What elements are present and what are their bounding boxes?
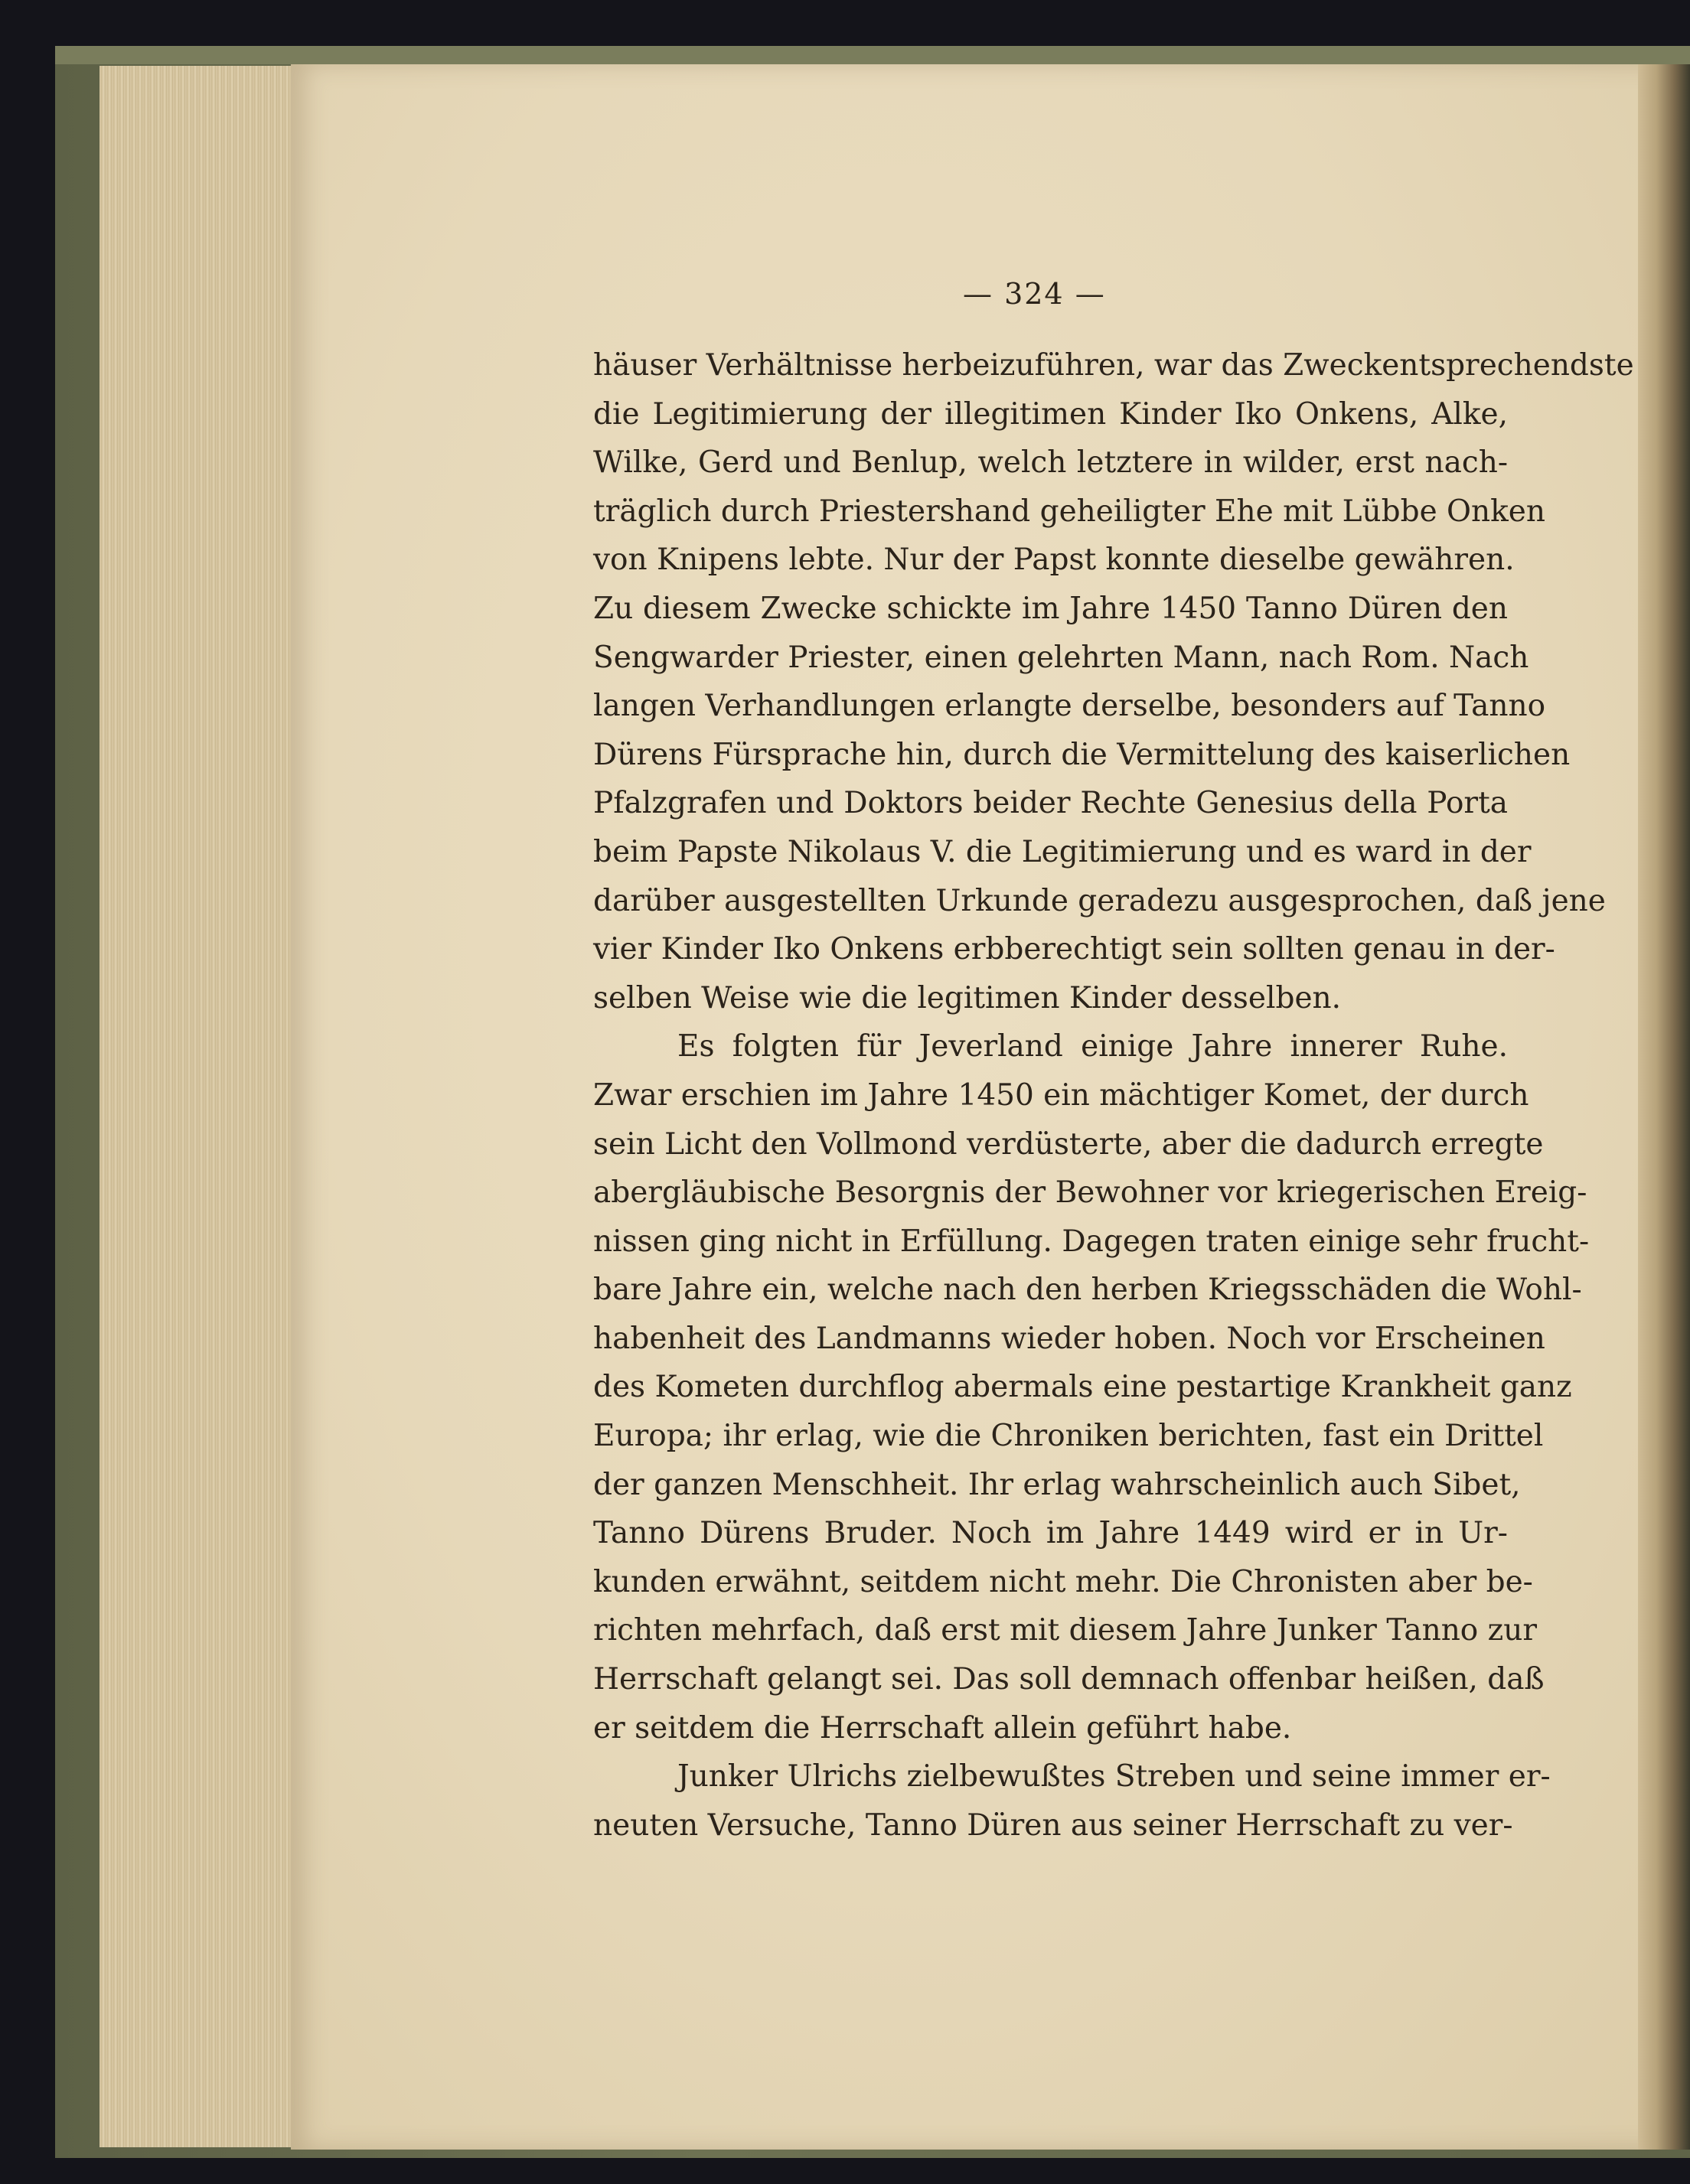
text-line: Pfalzgrafen und Doktors beider Rechte Genesius della Porta [593, 786, 1508, 821]
text-line: habenheit des Landmanns wieder hoben. Noch vor Erscheinen [593, 1321, 1545, 1356]
text-line: Es folgten für Jeverland einige Jahre innerer Ruhe. [677, 1029, 1508, 1064]
text-line: er seitdem die Herrschaft allein geführt habe. [593, 1710, 1292, 1746]
text-line: Junker Ulrichs zielbewußtes Streben und seine immer er- [677, 1759, 1551, 1794]
page-text [593, 341, 1634, 1850]
text-line: Europa; ihr erlag, wie die Chroniken berichten, fast ein Drittel [593, 1419, 1544, 1454]
text-line: sein Licht den Vollmond verdüsterte, aber die dadurch erregte [593, 1126, 1544, 1162]
text-line: kunden erwähnt, seitdem nicht mehr. Die Chronisten aber be- [593, 1564, 1533, 1599]
text-line: Zwar erschien im Jahre 1450 ein mächtiger Komet, der durch [593, 1077, 1529, 1113]
book-cover-top-edge [55, 46, 1690, 64]
text-line: selben Weise wie die legitimen Kinder desselben. [593, 980, 1342, 1015]
text-line: abergläubische Besorgnis der Bewohner vor kriegerischen Ereig- [593, 1175, 1587, 1211]
text-line: Herrschaft gelangt sei. Das soll demnach offenbar heißen, daß [593, 1662, 1545, 1697]
text-line: darüber ausgestellten Urkunde geradezu ausgesprochen, daß jene [593, 883, 1606, 918]
text-line: neuten Versuche, Tanno Düren aus seiner Herrschaft zu ver- [593, 1808, 1513, 1843]
text-line: Wilke, Gerd und Benlup, welch letztere in wilder, erst nach- [593, 445, 1508, 481]
text-line: Zu diesem Zwecke schickte im Jahre 1450 Tanno Düren den [593, 591, 1508, 626]
text-line: Dürens Fürsprache hin, durch die Vermittelung des kaiserlichen [593, 737, 1571, 772]
text-line: Tanno Dürens Bruder. Noch im Jahre 1449 wird er in Ur- [593, 1516, 1508, 1551]
text-line: die Legitimierung der illegitimen Kinder Iko Onkens, Alke, [593, 396, 1508, 432]
page-stack-edges [100, 66, 306, 2147]
text-line: träglich durch Priestershand geheiligter Ehe mit Lübbe Onken [593, 494, 1545, 529]
text-line: vier Kinder Iko Onkens erbberechtigt sein sollten genau in der- [593, 932, 1555, 967]
text-line: von Knipens lebte. Nur der Papst konnte dieselbe gewähren. [593, 543, 1515, 578]
text-line: der ganzen Menschheit. Ihr erlag wahrscheinlich auch Sibet, [593, 1467, 1521, 1502]
text-line: häuser Verhältnisse herbeizuführen, war das Zweckentsprechendste [593, 348, 1634, 383]
text-line: bare Jahre ein, welche nach den herben Kriegsschäden die Wohl- [593, 1273, 1582, 1308]
text-line: des Kometen durchflog abermals eine pestartige Krankheit ganz [593, 1370, 1572, 1405]
text-line: Sengwarder Priester, einen gelehrten Mann, nach Rom. Nach [593, 640, 1529, 675]
page-number: — 324 — [963, 277, 1106, 311]
book-gutter [1638, 64, 1690, 2150]
text-line: richten mehrfach, daß erst mit diesem Jahre Junker Tanno zur [593, 1613, 1537, 1648]
text-line: nissen ging nicht in Erfüllung. Dagegen traten einige sehr frucht- [593, 1224, 1590, 1259]
text-line: langen Verhandlungen erlangte derselbe, besonders auf Tanno [593, 689, 1546, 724]
text-line: beim Papste Nikolaus V. die Legitimierung und es ward in der [593, 834, 1532, 869]
